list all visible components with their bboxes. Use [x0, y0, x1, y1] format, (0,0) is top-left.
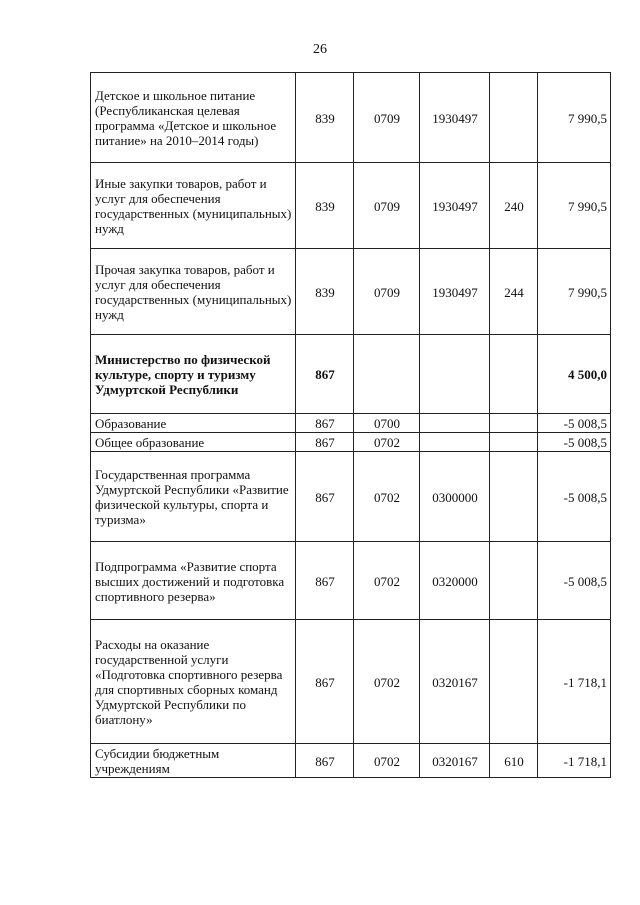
row-target-article: [420, 335, 490, 414]
row-section: [354, 335, 420, 414]
row-ministry-code: 867: [296, 620, 354, 744]
row-target-article: 1930497: [420, 163, 490, 249]
row-section: 0702: [354, 620, 420, 744]
row-ministry-code: 867: [296, 414, 354, 433]
table-row: [91, 433, 611, 452]
row-amount: -5 008,5: [538, 452, 611, 542]
row-ministry-code: 839: [296, 163, 354, 249]
row-expense-type: [490, 73, 538, 163]
row-ministry-code: 867: [296, 744, 354, 778]
row-section: 0702: [354, 542, 420, 620]
row-expense-type: 240: [490, 163, 538, 249]
row-amount: -5 008,5: [538, 433, 611, 452]
row-amount: 7 990,5: [538, 73, 611, 163]
row-section: 0709: [354, 163, 420, 249]
row-expense-type: [490, 414, 538, 433]
row-name: Детское и школьное питание (Республиканская целевая программа «Детское и школьное питание» на 2010–2014 годы): [91, 73, 296, 163]
row-target-article: [420, 414, 490, 433]
budget-table: [90, 72, 611, 778]
row-name: Государственная программа Удмуртской Республики «Развитие физической культуры, спорта и туризма»: [91, 452, 296, 542]
row-name: Расходы на оказание государственной услуги «Подготовка спортивного резерва для спортивных сборных команд Удмуртской Республики по биатлону»: [91, 620, 296, 744]
row-target-article: 1930497: [420, 73, 490, 163]
table-row-ministry-header: [91, 335, 611, 414]
row-amount: 7 990,5: [538, 163, 611, 249]
row-expense-type: [490, 335, 538, 414]
row-expense-type: 244: [490, 249, 538, 335]
table-row: [91, 744, 611, 778]
row-name: Образование: [91, 414, 296, 433]
row-ministry-code: 867: [296, 452, 354, 542]
row-name: Иные закупки товаров, работ и услуг для обеспечения государственных (муниципальных) нужд: [91, 163, 296, 249]
table-row: [91, 163, 611, 249]
table-row: [91, 73, 611, 163]
row-amount: 4 500,0: [538, 335, 611, 414]
table-row: [91, 542, 611, 620]
table-row: [91, 414, 611, 433]
row-target-article: [420, 433, 490, 452]
row-target-article: 0320000: [420, 542, 490, 620]
row-section: 0702: [354, 433, 420, 452]
row-ministry-code: 867: [296, 433, 354, 452]
table-row: [91, 452, 611, 542]
row-section: 0702: [354, 452, 420, 542]
row-ministry-code: 839: [296, 249, 354, 335]
row-amount: -1 718,1: [538, 744, 611, 778]
row-ministry-code: 867: [296, 335, 354, 414]
row-name: Прочая закупка товаров, работ и услуг для обеспечения государственных (муниципальных) нужд: [91, 249, 296, 335]
row-amount: -1 718,1: [538, 620, 611, 744]
table-row: [91, 620, 611, 744]
row-expense-type: [490, 542, 538, 620]
table-row: [91, 249, 611, 335]
page-number: 26: [313, 42, 327, 57]
row-name: Субсидии бюджетным учреждениям: [91, 744, 296, 778]
row-section: 0709: [354, 249, 420, 335]
row-name: Министерство по физической культуре, спорту и туризму Удмуртской Республики: [91, 335, 296, 414]
row-target-article: 1930497: [420, 249, 490, 335]
row-expense-type: [490, 433, 538, 452]
row-section: 0709: [354, 73, 420, 163]
row-amount: -5 008,5: [538, 414, 611, 433]
row-amount: -5 008,5: [538, 542, 611, 620]
row-name: Общее образование: [91, 433, 296, 452]
row-target-article: 0320167: [420, 744, 490, 778]
row-target-article: 0320167: [420, 620, 490, 744]
row-target-article: 0300000: [420, 452, 490, 542]
row-expense-type: [490, 452, 538, 542]
row-section: 0702: [354, 744, 420, 778]
row-section: 0700: [354, 414, 420, 433]
row-expense-type: [490, 620, 538, 744]
row-ministry-code: 867: [296, 542, 354, 620]
row-expense-type: 610: [490, 744, 538, 778]
row-amount: 7 990,5: [538, 249, 611, 335]
row-ministry-code: 839: [296, 73, 354, 163]
row-name: Подпрограмма «Развитие спорта высших достижений и подготовка спортивного резерва»: [91, 542, 296, 620]
